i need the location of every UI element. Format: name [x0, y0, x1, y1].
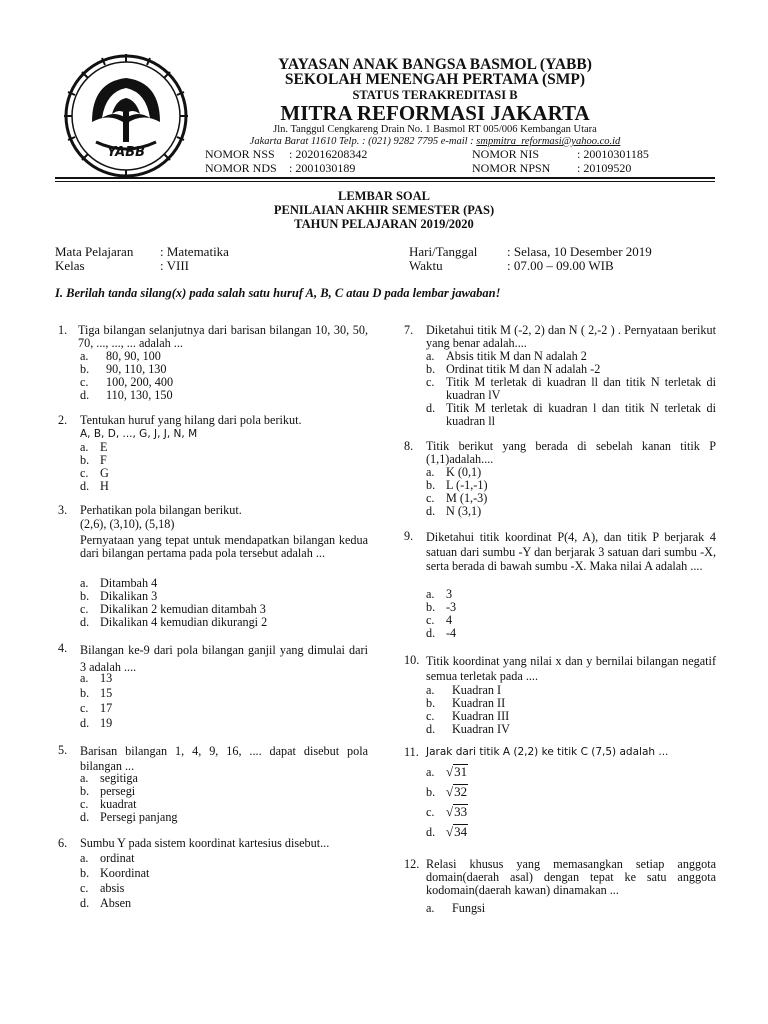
instruction: I. Berilah tanda silang(x) pada salah satu huruf A, B, C atau D pada lembar jawaban!	[55, 286, 501, 300]
subject-label: Mata Pelajaran	[55, 244, 134, 259]
id-nss-label: NOMOR NSS	[205, 147, 275, 161]
id-nds-value: : 2001030189	[289, 161, 356, 175]
address-line-2: Jakarta Barat 11610 Telp. : (021) 9282 7795 e-mail :	[249, 136, 477, 147]
header-divider	[55, 177, 715, 179]
id-nss-value: : 202016208342	[289, 147, 368, 161]
id-npsn-label: NOMOR NPSN	[472, 161, 551, 175]
id-npsn-value: : 20109520	[577, 161, 632, 175]
id-nis-label: NOMOR NIS	[472, 147, 540, 161]
day-value: : Selasa, 10 Desember 2019	[507, 244, 652, 259]
accreditation-status: STATUS TERAKREDITASI B	[352, 88, 518, 102]
class-value: : VIII	[160, 258, 190, 273]
id-nds-label: NOMOR NDS	[205, 161, 277, 175]
school-address	[205, 124, 665, 148]
time-label: Waktu	[409, 258, 443, 273]
school-logo	[62, 52, 190, 180]
id-nis-value: : 20010301185	[577, 147, 649, 161]
document-title: LEMBAR SOAL PENILAIAN AKHIR SEMESTER (PAS) TAHUN PELAJARAN 2019/2020	[273, 189, 495, 231]
school-type: SEKOLAH MENENGAH PERTAMA (SMP)	[284, 71, 586, 88]
address-line-1: Jln. Tanggul Cengkareng Drain No. 1 Basmol RT 005/006 Kembangan Utara	[273, 124, 597, 135]
day-label: Hari/Tanggal	[409, 244, 478, 259]
time-value: : 07.00 – 09.00 WIB	[507, 258, 614, 273]
header-divider-thin	[55, 181, 715, 182]
foundation-name: YAYASAN ANAK BANGSA BASMOL (YABB)	[278, 56, 592, 73]
school-name: MITRA REFORMASI JAKARTA	[280, 101, 590, 125]
email-link[interactable]: smpmitra_reformasi@yahoo.co.id	[476, 136, 621, 147]
class-label: Kelas	[55, 258, 85, 273]
svg-text:YABB: YABB	[106, 145, 146, 160]
subject-value: : Matematika	[160, 244, 229, 259]
